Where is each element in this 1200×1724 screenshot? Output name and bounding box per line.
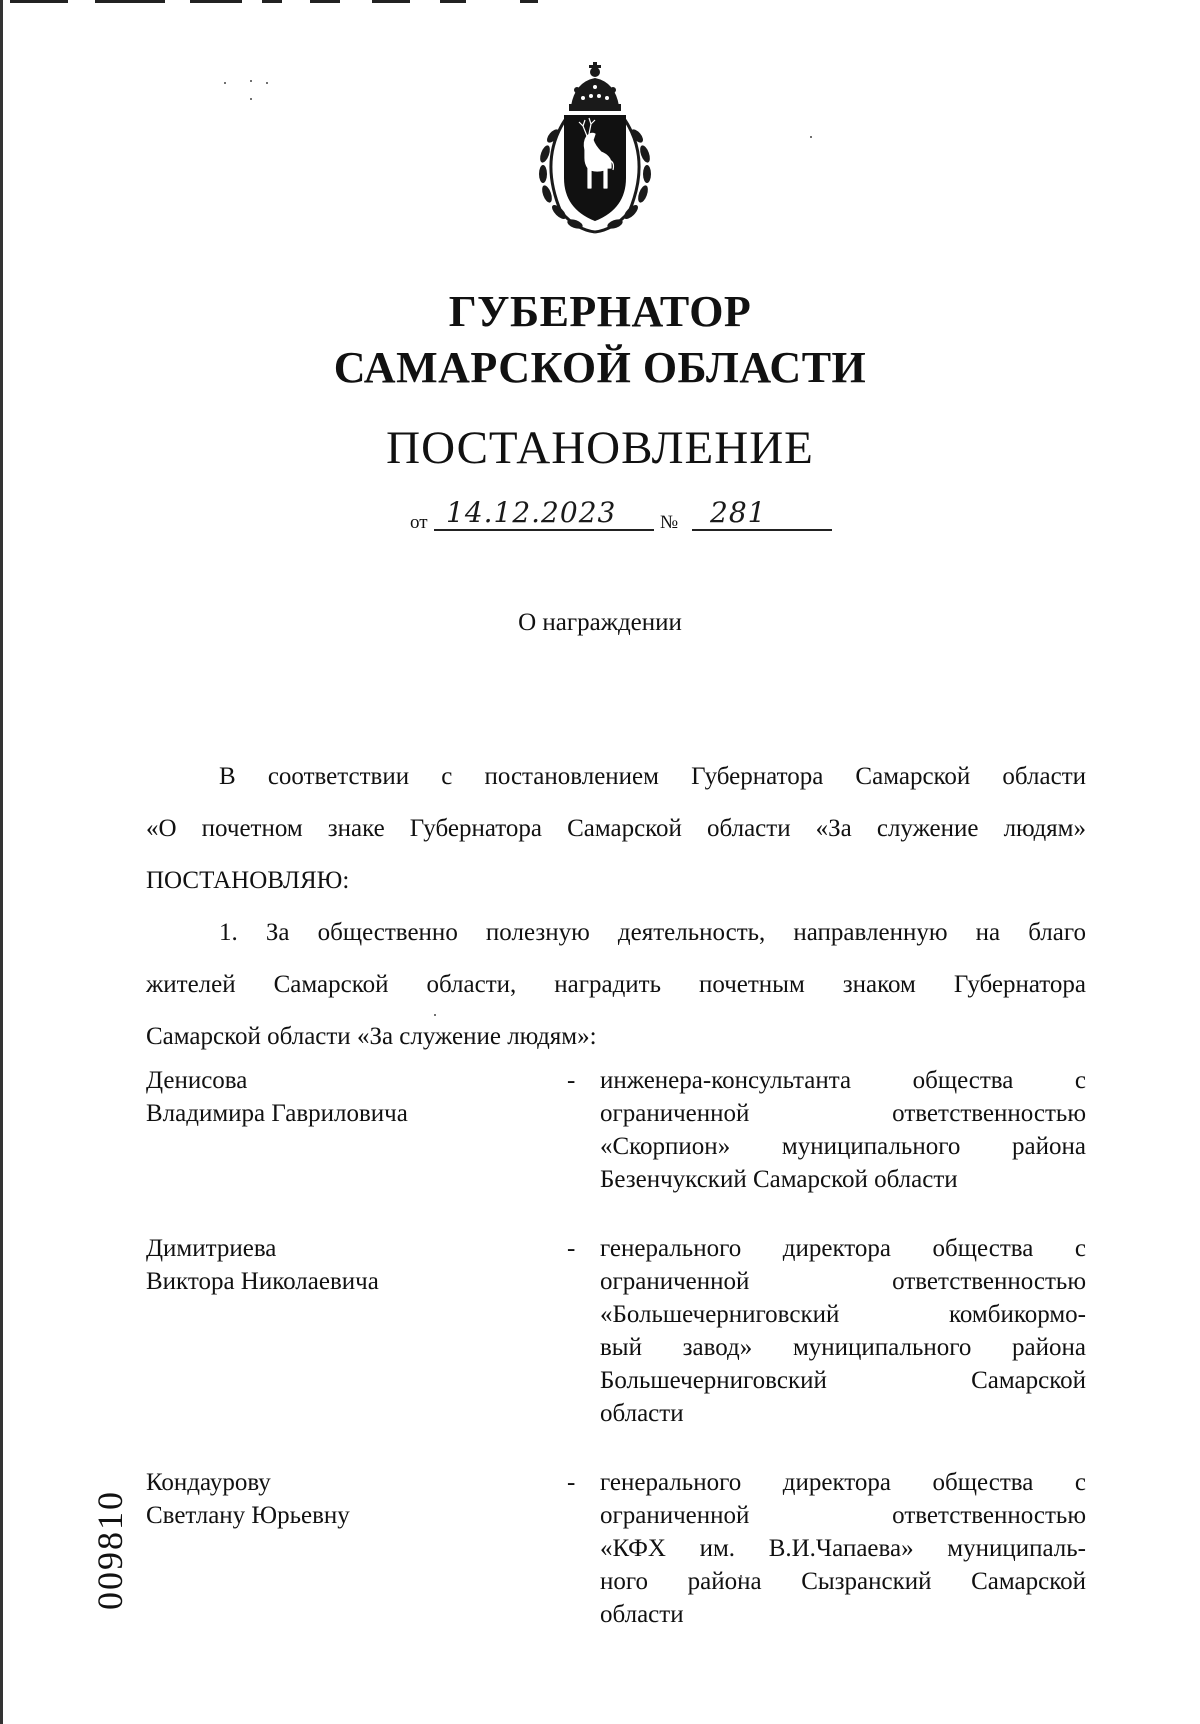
serial-number [92,1480,128,1620]
number-prefix: № [660,512,679,533]
awardee-position [600,1466,1086,1631]
item1-line2: жителей Самарской области, наградить почетным знаком Губернатора [146,971,1086,998]
position-line: инженера-консультанта общества с [600,1067,1086,1094]
position-line: «КФХ им. В.И.Чапаева» муниципаль- [600,1535,1086,1562]
awardee-name [146,1466,526,1532]
document-subject: О награждении [518,609,682,636]
document-type-title: ПОСТАНОВЛЕНИЕ [386,422,814,474]
awardee-surname: Димитриева [146,1235,277,1262]
scan-edge-top [0,0,560,4]
awardee-dash: - [567,1469,576,1496]
awardee-name [146,1232,526,1298]
awardee-surname: Кондаурову [146,1469,271,1496]
serial-number-text: 009810 [90,1490,130,1610]
position-line: вый завод» муниципального района [600,1334,1086,1361]
samara-coat-of-arms-icon [525,60,665,238]
position-line: генерального директора общества с [600,1469,1086,1496]
position-line: генерального директора общества с [600,1235,1086,1262]
position-line: ограниченной ответственностью [600,1502,1086,1529]
position-line: ограниченной ответственностью [600,1268,1086,1295]
awardee-given-names: Светлану Юрьевну [146,1502,350,1529]
authority-line1: ГУБЕРНАТОР [448,287,752,336]
position-line: Большечерниговский Самарской [600,1367,1086,1394]
awardee-given-names: Владимира Гавриловича [146,1100,408,1127]
position-line: области [600,1601,684,1628]
awardee-position [600,1232,1086,1430]
scan-edge-left [0,0,3,1724]
awardee-name [146,1064,526,1130]
resolve-word: ПОСТАНОВЛЯЮ: [146,867,350,894]
awardee-position [600,1064,1086,1196]
awardee-dash: - [567,1067,576,1094]
position-line: ного района Сызранский Самарской [600,1568,1086,1595]
item1-line3: Самарской области «За служение людям»: [146,1023,597,1050]
preamble-line1: В соответствии с постановлением Губернатора Самарской области [219,763,1086,790]
awardee-given-names: Виктора Николаевича [146,1268,379,1295]
position-line: ограниченной ответственностью [600,1100,1086,1127]
item1-line1: 1. За общественно полезную деятельность, направленную на благо [219,919,1086,946]
position-line: «Большечерниговский комбикормо- [600,1301,1086,1328]
position-line: области [600,1400,684,1427]
date-prefix: от [410,512,428,533]
authority-line2: САМАРСКОЙ ОБЛАСТИ [333,343,867,392]
position-line: «Скорпион» муниципального района [600,1133,1086,1160]
handwritten-number: 281 [710,496,767,529]
preamble-line2: «О почетном знаке Губернатора Самарской области «За служение людям» [146,815,1086,842]
handwritten-date: 14.12.2023 [446,496,617,529]
awardee-dash: - [567,1235,576,1262]
awardee-surname: Денисова [146,1067,248,1094]
position-line: Безенчукский Самарской области [600,1166,958,1193]
